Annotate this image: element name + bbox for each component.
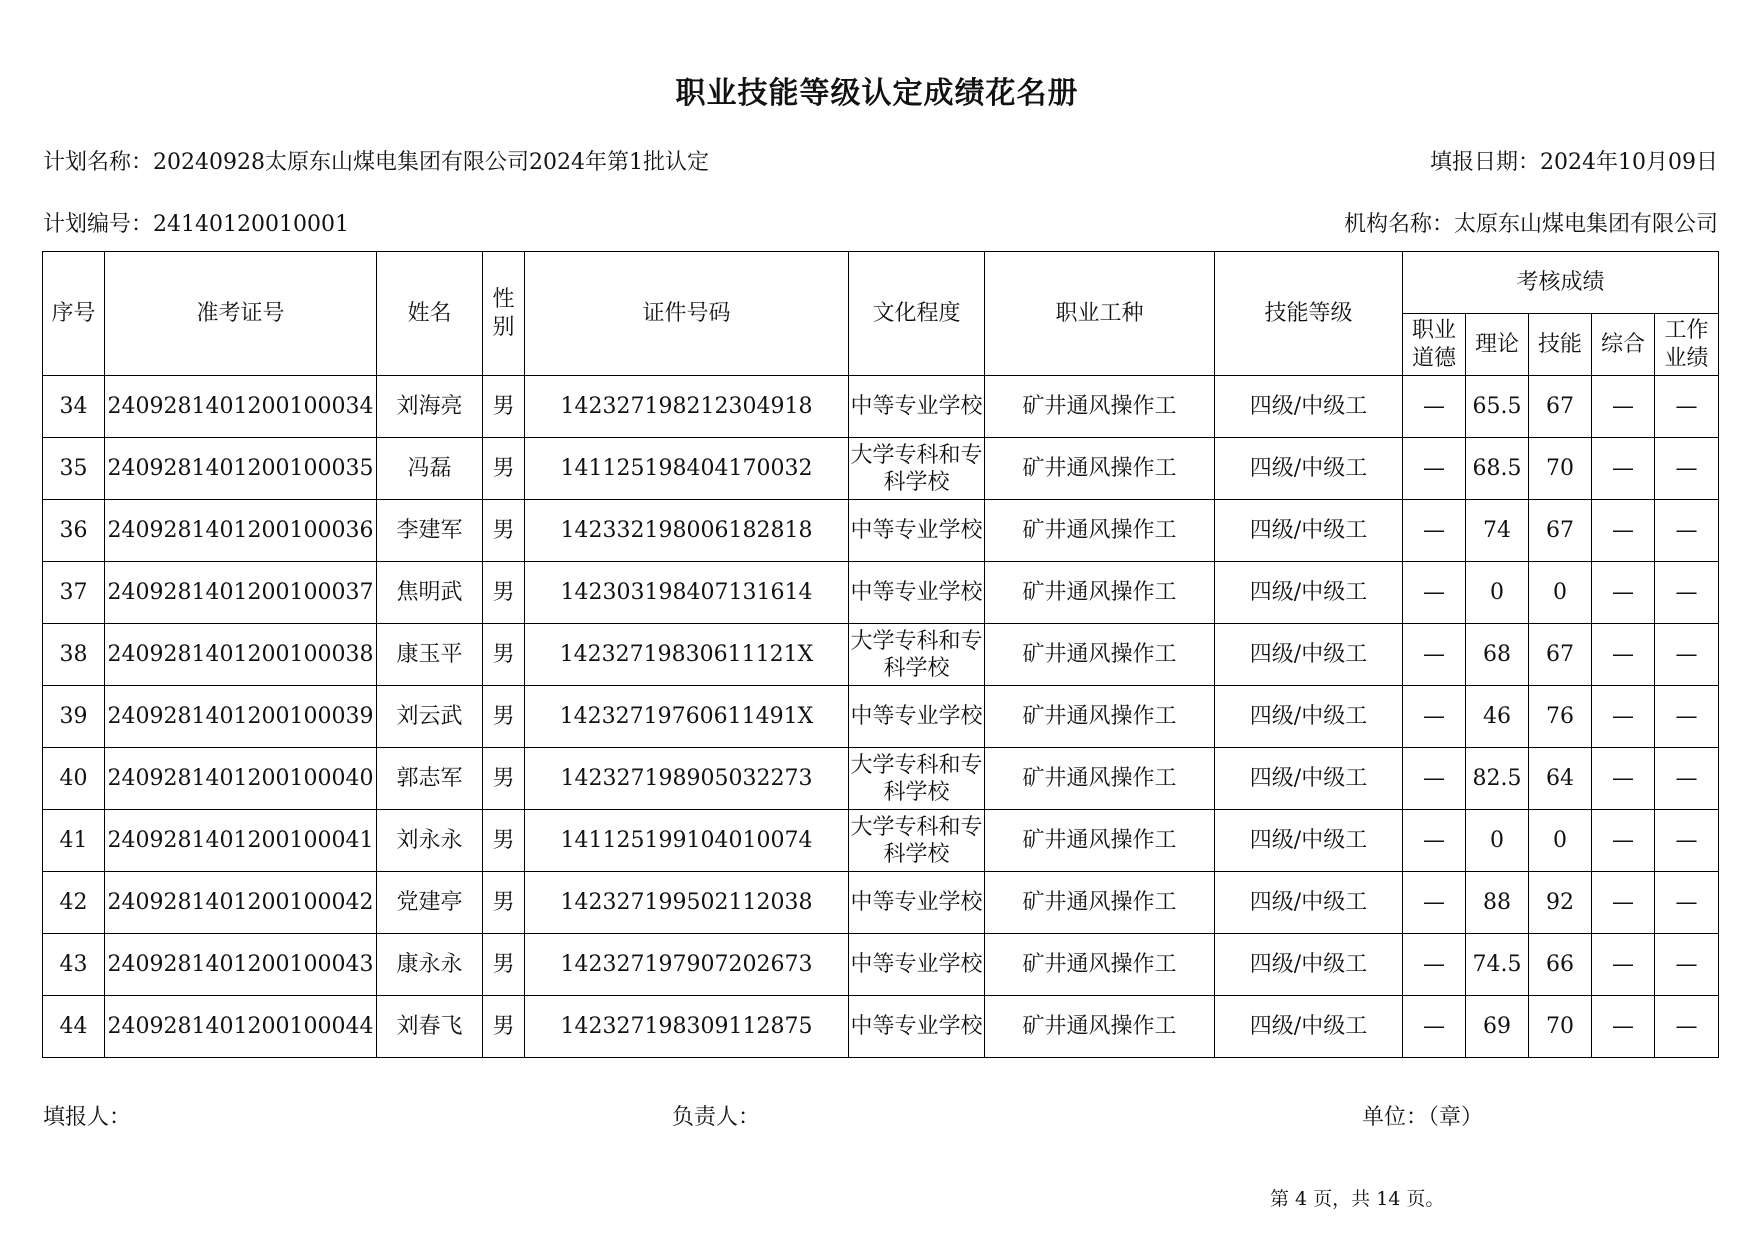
cell-education: 大学专科和专科学校	[849, 810, 985, 872]
cell-id-no: 141125198404170032	[525, 438, 849, 500]
cell-ethics: —	[1403, 934, 1466, 996]
cell-skill: 70	[1529, 438, 1592, 500]
cell-theory: 0	[1466, 810, 1529, 872]
cell-work: —	[1655, 810, 1719, 872]
cell-gender: 男	[483, 934, 525, 996]
header-skill: 技能	[1529, 314, 1592, 376]
cell-name: 焦明武	[377, 562, 483, 624]
cell-id-no: 142327199502112038	[525, 872, 849, 934]
header-overall: 综合	[1592, 314, 1655, 376]
cell-seq: 42	[43, 872, 105, 934]
cell-work: —	[1655, 562, 1719, 624]
cell-work: —	[1655, 624, 1719, 686]
cell-occupation: 矿井通风操作工	[985, 934, 1215, 996]
cell-education: 大学专科和专科学校	[849, 748, 985, 810]
cell-theory: 68	[1466, 624, 1529, 686]
cell-work: —	[1655, 500, 1719, 562]
cell-ticket: 2409281401200100038	[105, 624, 377, 686]
header-ethics: 职业道德	[1403, 314, 1466, 376]
cell-ticket: 2409281401200100040	[105, 748, 377, 810]
cell-name: 李建军	[377, 500, 483, 562]
cell-ticket: 2409281401200100034	[105, 376, 377, 438]
cell-name: 刘春飞	[377, 996, 483, 1058]
plan-number: 计划编号：24140120010001	[43, 212, 349, 237]
cell-skill: 64	[1529, 748, 1592, 810]
cell-id-no: 14232719830611121X	[525, 624, 849, 686]
cell-ticket: 2409281401200100043	[105, 934, 377, 996]
cell-gender: 男	[483, 624, 525, 686]
cell-seq: 36	[43, 500, 105, 562]
cell-overall: —	[1592, 872, 1655, 934]
cell-occupation: 矿井通风操作工	[985, 686, 1215, 748]
cell-ticket: 2409281401200100044	[105, 996, 377, 1058]
cell-ethics: —	[1403, 624, 1466, 686]
cell-ethics: —	[1403, 810, 1466, 872]
cell-ethics: —	[1403, 376, 1466, 438]
cell-skill: 67	[1529, 624, 1592, 686]
table-row	[43, 810, 1719, 872]
header-skill-level: 技能等级	[1215, 252, 1403, 376]
header-seq: 序号	[43, 252, 105, 376]
cell-skill: 66	[1529, 934, 1592, 996]
cell-ticket: 2409281401200100037	[105, 562, 377, 624]
report-date: 填报日期：2024年10月09日	[1430, 150, 1718, 175]
cell-work: —	[1655, 748, 1719, 810]
cell-seq: 37	[43, 562, 105, 624]
table-row	[43, 376, 1719, 438]
header-gender: 性别	[483, 252, 525, 376]
cell-theory: 74.5	[1466, 934, 1529, 996]
table-row	[43, 748, 1719, 810]
organization-name: 机构名称：太原东山煤电集团有限公司	[1343, 212, 1718, 237]
cell-theory: 69	[1466, 996, 1529, 1058]
cell-theory: 88	[1466, 872, 1529, 934]
cell-education: 大学专科和专科学校	[849, 624, 985, 686]
cell-id-no: 14232719760611491X	[525, 686, 849, 748]
cell-theory: 65.5	[1466, 376, 1529, 438]
cell-seq: 38	[43, 624, 105, 686]
cell-work: —	[1655, 996, 1719, 1058]
cell-skill: 67	[1529, 376, 1592, 438]
cell-seq: 40	[43, 748, 105, 810]
cell-level: 四级/中级工	[1215, 624, 1403, 686]
table-row	[43, 872, 1719, 934]
cell-name: 康永永	[377, 934, 483, 996]
cell-occupation: 矿井通风操作工	[985, 376, 1215, 438]
cell-gender: 男	[483, 872, 525, 934]
cell-id-no: 142327198905032273	[525, 748, 849, 810]
cell-name: 刘海亮	[377, 376, 483, 438]
cell-level: 四级/中级工	[1215, 500, 1403, 562]
cell-theory: 46	[1466, 686, 1529, 748]
cell-overall: —	[1592, 934, 1655, 996]
cell-work: —	[1655, 934, 1719, 996]
cell-name: 冯磊	[377, 438, 483, 500]
cell-gender: 男	[483, 438, 525, 500]
cell-level: 四级/中级工	[1215, 376, 1403, 438]
header-scores: 考核成绩	[1403, 252, 1719, 314]
cell-education: 大学专科和专科学校	[849, 438, 985, 500]
cell-gender: 男	[483, 500, 525, 562]
cell-overall: —	[1592, 748, 1655, 810]
cell-skill: 0	[1529, 810, 1592, 872]
cell-education: 中等专业学校	[849, 872, 985, 934]
cell-ethics: —	[1403, 748, 1466, 810]
cell-occupation: 矿井通风操作工	[985, 438, 1215, 500]
cell-id-no: 141125199104010074	[525, 810, 849, 872]
cell-education: 中等专业学校	[849, 934, 985, 996]
page-number: 第 4 页，共 14 页。	[1270, 1188, 1445, 1210]
cell-overall: —	[1592, 562, 1655, 624]
cell-id-no: 142303198407131614	[525, 562, 849, 624]
cell-level: 四级/中级工	[1215, 562, 1403, 624]
cell-education: 中等专业学校	[849, 996, 985, 1058]
cell-occupation: 矿井通风操作工	[985, 810, 1215, 872]
document-title: 职业技能等级认定成绩花名册	[675, 76, 1079, 111]
cell-skill: 70	[1529, 996, 1592, 1058]
cell-gender: 男	[483, 748, 525, 810]
cell-id-no: 142327198309112875	[525, 996, 849, 1058]
cell-work: —	[1655, 438, 1719, 500]
cell-name: 刘云武	[377, 686, 483, 748]
table-row	[43, 934, 1719, 996]
header-work: 工作业绩	[1655, 314, 1719, 376]
table-row	[43, 624, 1719, 686]
cell-overall: —	[1592, 376, 1655, 438]
cell-overall: —	[1592, 438, 1655, 500]
header-ticket: 准考证号	[105, 252, 377, 376]
cell-ethics: —	[1403, 500, 1466, 562]
cell-occupation: 矿井通风操作工	[985, 872, 1215, 934]
header-theory: 理论	[1466, 314, 1529, 376]
cell-theory: 82.5	[1466, 748, 1529, 810]
table-row	[43, 686, 1719, 748]
table-row	[43, 500, 1719, 562]
cell-ticket: 2409281401200100039	[105, 686, 377, 748]
cell-seq: 39	[43, 686, 105, 748]
cell-education: 中等专业学校	[849, 376, 985, 438]
cell-ethics: —	[1403, 438, 1466, 500]
cell-ethics: —	[1403, 996, 1466, 1058]
header-education: 文化程度	[849, 252, 985, 376]
cell-id-no: 142327198212304918	[525, 376, 849, 438]
cell-gender: 男	[483, 376, 525, 438]
cell-level: 四级/中级工	[1215, 996, 1403, 1058]
cell-overall: —	[1592, 686, 1655, 748]
cell-education: 中等专业学校	[849, 686, 985, 748]
responsible-label: 负责人：	[672, 1105, 761, 1130]
cell-level: 四级/中级工	[1215, 810, 1403, 872]
cell-occupation: 矿井通风操作工	[985, 996, 1215, 1058]
cell-skill: 0	[1529, 562, 1592, 624]
cell-ticket: 2409281401200100041	[105, 810, 377, 872]
cell-occupation: 矿井通风操作工	[985, 624, 1215, 686]
cell-id-no: 142327197907202673	[525, 934, 849, 996]
cell-ticket: 2409281401200100042	[105, 872, 377, 934]
header-id-number: 证件号码	[525, 252, 849, 376]
cell-gender: 男	[483, 810, 525, 872]
cell-education: 中等专业学校	[849, 562, 985, 624]
cell-occupation: 矿井通风操作工	[985, 748, 1215, 810]
unit-seal-label: 单位：（章）	[1362, 1105, 1484, 1130]
cell-skill: 76	[1529, 686, 1592, 748]
cell-occupation: 矿井通风操作工	[985, 562, 1215, 624]
cell-ticket: 2409281401200100036	[105, 500, 377, 562]
cell-theory: 0	[1466, 562, 1529, 624]
table-body	[43, 376, 1719, 1058]
cell-seq: 34	[43, 376, 105, 438]
cell-work: —	[1655, 872, 1719, 934]
cell-gender: 男	[483, 996, 525, 1058]
cell-overall: —	[1592, 810, 1655, 872]
cell-name: 党建亭	[377, 872, 483, 934]
cell-ticket: 2409281401200100035	[105, 438, 377, 500]
cell-ethics: —	[1403, 872, 1466, 934]
cell-level: 四级/中级工	[1215, 748, 1403, 810]
cell-gender: 男	[483, 686, 525, 748]
cell-seq: 41	[43, 810, 105, 872]
cell-name: 康玉平	[377, 624, 483, 686]
cell-gender: 男	[483, 562, 525, 624]
cell-overall: —	[1592, 500, 1655, 562]
cell-level: 四级/中级工	[1215, 686, 1403, 748]
cell-seq: 43	[43, 934, 105, 996]
cell-overall: —	[1592, 996, 1655, 1058]
cell-name: 刘永永	[377, 810, 483, 872]
score-roster-table	[42, 251, 1719, 1058]
cell-skill: 92	[1529, 872, 1592, 934]
cell-id-no: 142332198006182818	[525, 500, 849, 562]
cell-seq: 44	[43, 996, 105, 1058]
cell-skill: 67	[1529, 500, 1592, 562]
filler-label: 填报人：	[43, 1105, 132, 1130]
cell-level: 四级/中级工	[1215, 872, 1403, 934]
cell-overall: —	[1592, 624, 1655, 686]
cell-education: 中等专业学校	[849, 500, 985, 562]
table-row	[43, 996, 1719, 1058]
cell-ethics: —	[1403, 562, 1466, 624]
cell-level: 四级/中级工	[1215, 934, 1403, 996]
table-row	[43, 562, 1719, 624]
cell-occupation: 矿井通风操作工	[985, 500, 1215, 562]
cell-name: 郭志军	[377, 748, 483, 810]
table-row	[43, 438, 1719, 500]
header-occupation: 职业工种	[985, 252, 1215, 376]
cell-ethics: —	[1403, 686, 1466, 748]
plan-name: 计划名称：20240928太原东山煤电集团有限公司2024年第1批认定	[43, 150, 709, 175]
cell-seq: 35	[43, 438, 105, 500]
cell-theory: 74	[1466, 500, 1529, 562]
cell-theory: 68.5	[1466, 438, 1529, 500]
cell-work: —	[1655, 376, 1719, 438]
cell-work: —	[1655, 686, 1719, 748]
cell-level: 四级/中级工	[1215, 438, 1403, 500]
header-name: 姓名	[377, 252, 483, 376]
